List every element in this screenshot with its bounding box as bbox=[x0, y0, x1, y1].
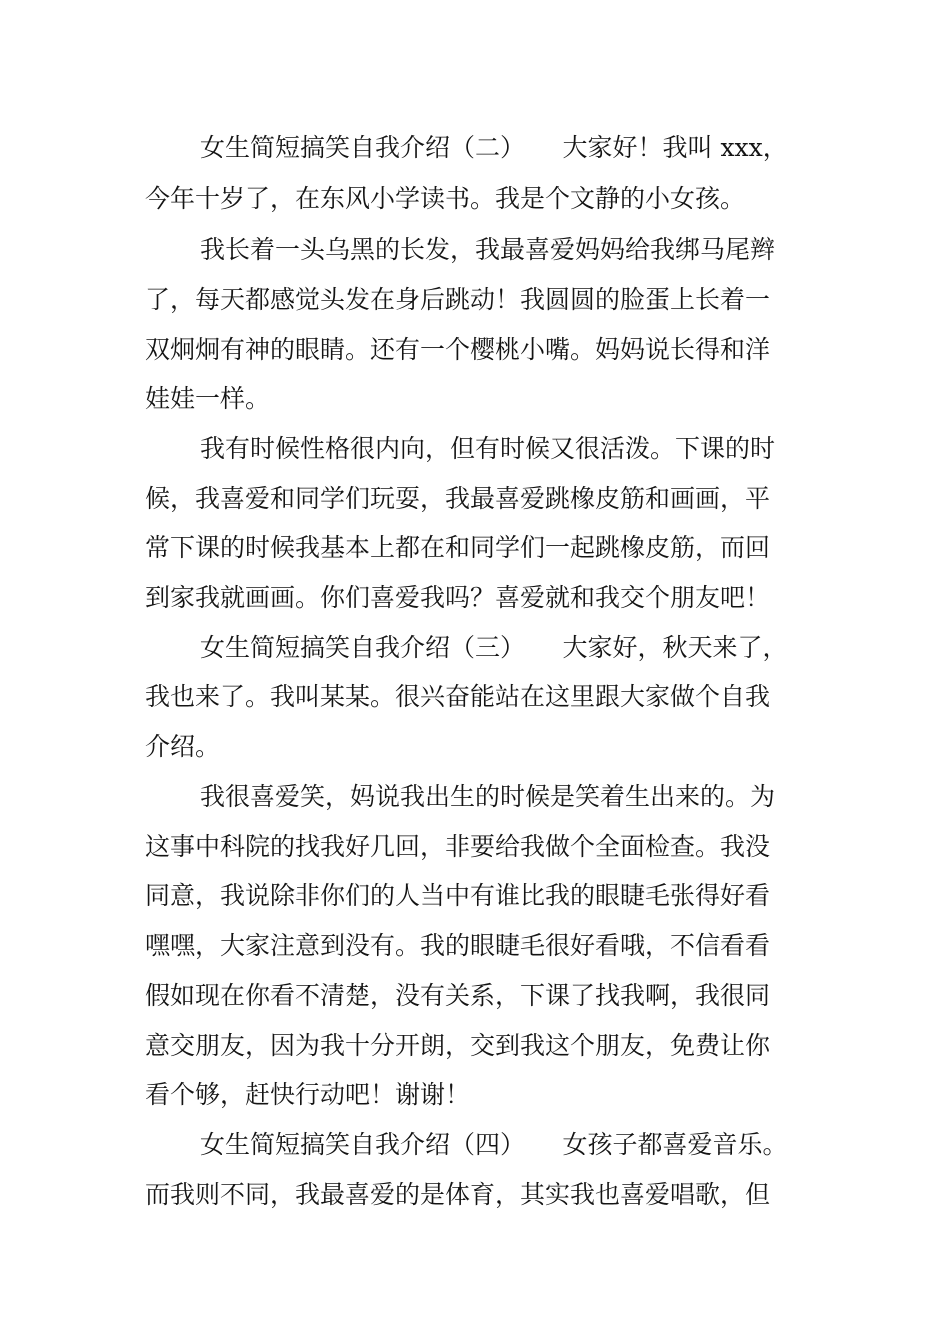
text-line: 介绍。 bbox=[145, 732, 221, 761]
text-line: 女生简短搞笑自我介绍（四） 女孩子都喜爱音乐。 bbox=[200, 1130, 788, 1159]
text-line: 女生简短搞笑自我介绍（三） 大家好，秋天来了， bbox=[200, 633, 788, 662]
text-line: 这事中科院的找我好几回，非要给我做个全面检查。我没 bbox=[145, 832, 771, 861]
text-line: 候，我喜爱和同学们玩耍，我最喜爱跳橡皮筋和画画，平 bbox=[145, 484, 771, 513]
text-line: 看个够，赶快行动吧！谢谢！ bbox=[145, 1080, 471, 1109]
text-line: 我有时候性格很内向，但有时候又很活泼。下课的时 bbox=[200, 434, 776, 463]
text-line: 我也来了。我叫某某。很兴奋能站在这里跟大家做个自我 bbox=[145, 682, 771, 711]
text-line: 双炯炯有神的眼睛。还有一个樱桃小嘴。妈妈说长得和洋 bbox=[145, 335, 771, 364]
text-line: 女生简短搞笑自我介绍（二） 大家好！我叫 xxx， bbox=[200, 133, 788, 162]
text-line: 嘿嘿，大家注意到没有。我的眼睫毛很好看哦，不信看看 bbox=[145, 931, 771, 960]
text-line: 常下课的时候我基本上都在和同学们一起跳橡皮筋，而回 bbox=[145, 533, 771, 562]
text-line: 意交朋友，因为我十分开朗，交到我这个朋友，免费让你 bbox=[145, 1031, 771, 1060]
text-line: 今年十岁了，在东风小学读书。我是个文静的小女孩。 bbox=[145, 184, 746, 213]
text-line: 我长着一头乌黑的长发，我最喜爱妈妈给我绑马尾辫 bbox=[200, 235, 776, 264]
text-line: 到家我就画画。你们喜爱我吗？喜爱就和我交个朋友吧！ bbox=[145, 583, 771, 612]
text-line: 我很喜爱笑，妈说我出生的时候是笑着生出来的。为 bbox=[200, 782, 776, 811]
text-line: 了，每天都感觉头发在身后跳动！我圆圆的脸蛋上长着一 bbox=[145, 285, 771, 314]
text-line: 娃娃一样。 bbox=[145, 384, 271, 413]
text-line: 而我则不同，我最喜爱的是体育，其实我也喜爱唱歌，但 bbox=[145, 1180, 771, 1209]
text-line: 同意，我说除非你们的人当中有谁比我的眼睫毛张得好看 bbox=[145, 881, 771, 910]
text-line: 假如现在你看不清楚，没有关系，下课了找我啊，我很同 bbox=[145, 981, 771, 1010]
